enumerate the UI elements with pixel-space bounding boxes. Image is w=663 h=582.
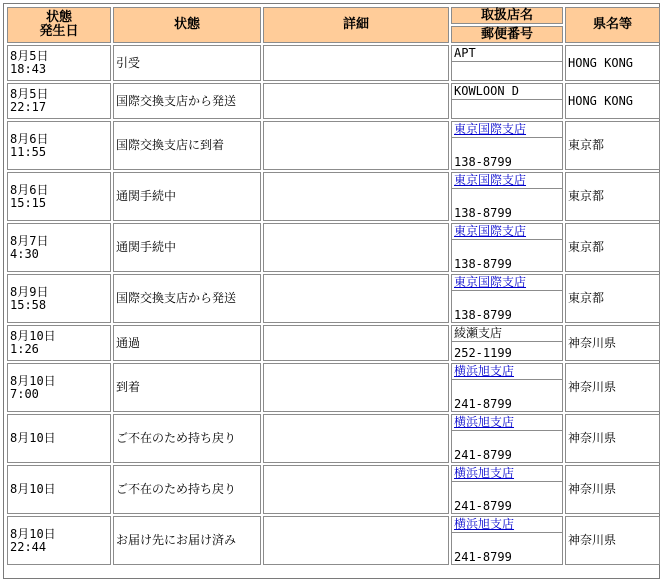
prefecture-cell: 神奈川県 bbox=[565, 465, 660, 514]
detail-cell bbox=[263, 465, 449, 514]
detail-cell bbox=[263, 274, 449, 323]
office-link[interactable]: 東京国際支店 bbox=[454, 224, 527, 238]
office-link[interactable]: 横浜旭支店 bbox=[454, 415, 515, 429]
prefecture-cell: 神奈川県 bbox=[565, 325, 660, 361]
office-link[interactable]: 東京国際支店 bbox=[454, 122, 527, 136]
detail-cell bbox=[263, 121, 449, 170]
date-cell bbox=[7, 274, 111, 323]
prefecture-cell: 東京都 bbox=[565, 274, 660, 323]
prefecture-cell: HONG KONG bbox=[565, 45, 660, 81]
date-text: 8月10日 bbox=[10, 482, 56, 496]
date-text: 8月5日 bbox=[10, 49, 49, 63]
time-text: 15:15 bbox=[10, 195, 47, 210]
postal-code bbox=[452, 99, 562, 118]
status-cell: ご不在のため持ち戻り bbox=[113, 414, 261, 463]
prefecture-cell: 神奈川県 bbox=[565, 363, 660, 412]
table-row bbox=[7, 363, 660, 412]
time-text: 7:00 bbox=[10, 386, 39, 401]
table-row bbox=[7, 465, 660, 514]
status-cell: 引受 bbox=[113, 45, 261, 81]
office-postal-stack bbox=[452, 173, 562, 220]
office-link[interactable]: 東京国際支店 bbox=[454, 275, 527, 289]
office-cell bbox=[451, 121, 563, 170]
table-row bbox=[7, 325, 660, 361]
office-cell bbox=[451, 83, 563, 119]
detail-cell bbox=[263, 325, 449, 361]
office-name: APT bbox=[454, 46, 476, 60]
tracking-history-table bbox=[5, 5, 662, 567]
status-cell: 通関手続中 bbox=[113, 172, 261, 221]
table-body bbox=[7, 45, 660, 565]
date-cell bbox=[7, 516, 111, 565]
date-cell bbox=[7, 83, 111, 119]
prefecture-cell: 神奈川県 bbox=[565, 414, 660, 463]
postal-code: 252-1199 bbox=[452, 341, 562, 360]
office-postal-stack bbox=[452, 466, 562, 513]
prefecture-cell: 東京都 bbox=[565, 223, 660, 272]
header-status: 状態 bbox=[113, 7, 261, 43]
detail-cell bbox=[263, 516, 449, 565]
date-text: 8月10日 bbox=[10, 526, 56, 541]
time-text: 4:30 bbox=[10, 246, 39, 261]
postal-code: 241-8799 bbox=[452, 532, 562, 564]
date-text: 8月10日 bbox=[10, 329, 56, 343]
postal-code: 138-8799 bbox=[452, 188, 562, 220]
postal-code: 241-8799 bbox=[452, 430, 562, 462]
detail-cell bbox=[263, 363, 449, 412]
postal-code: 138-8799 bbox=[452, 239, 562, 271]
date-text: 8月6日 bbox=[10, 131, 49, 146]
time-text: 11:55 bbox=[10, 144, 47, 159]
prefecture-cell: 東京都 bbox=[565, 121, 660, 170]
time-text: 22:44 bbox=[10, 539, 47, 554]
office-postal-stack bbox=[452, 517, 562, 564]
date-text: 8月10日 bbox=[10, 431, 56, 445]
office-cell bbox=[451, 325, 563, 361]
detail-cell bbox=[263, 45, 449, 81]
office-link[interactable]: 東京国際支店 bbox=[454, 173, 527, 187]
date-text: 8月9日 bbox=[10, 284, 49, 299]
detail-cell bbox=[263, 83, 449, 119]
date-cell bbox=[7, 363, 111, 412]
office-cell bbox=[451, 465, 563, 514]
date-cell bbox=[7, 121, 111, 170]
office-postal-stack bbox=[452, 46, 562, 80]
office-postal-stack bbox=[452, 275, 562, 322]
time-text: 15:58 bbox=[10, 297, 47, 312]
office-link[interactable]: 横浜旭支店 bbox=[454, 364, 515, 378]
time-text: 18:43 bbox=[10, 62, 47, 76]
office-cell bbox=[451, 274, 563, 323]
header-postal: 郵便番号 bbox=[451, 26, 563, 43]
office-link[interactable]: 横浜旭支店 bbox=[454, 466, 515, 480]
time-text: 1:26 bbox=[10, 342, 39, 356]
prefecture-cell: HONG KONG bbox=[565, 83, 660, 119]
date-text: 8月6日 bbox=[10, 182, 49, 197]
postal-code: 241-8799 bbox=[452, 379, 562, 411]
table-row bbox=[7, 45, 660, 81]
table-row bbox=[7, 414, 660, 463]
date-cell bbox=[7, 172, 111, 221]
office-link[interactable]: 横浜旭支店 bbox=[454, 517, 515, 531]
date-cell bbox=[7, 223, 111, 272]
date-cell bbox=[7, 45, 111, 81]
office-postal-stack bbox=[452, 326, 562, 360]
office-postal-stack bbox=[452, 364, 562, 411]
status-cell: ご不在のため持ち戻り bbox=[113, 465, 261, 514]
office-cell bbox=[451, 223, 563, 272]
prefecture-cell: 神奈川県 bbox=[565, 516, 660, 565]
office-postal-stack bbox=[452, 415, 562, 462]
detail-cell bbox=[263, 172, 449, 221]
office-name: 綾瀬支店 bbox=[454, 326, 503, 340]
office-postal-stack bbox=[452, 84, 562, 118]
date-cell bbox=[7, 465, 111, 514]
postal-code bbox=[452, 61, 562, 80]
table-row bbox=[7, 121, 660, 170]
office-cell bbox=[451, 516, 563, 565]
status-cell: 国際交換支店に到着 bbox=[113, 121, 261, 170]
status-cell: 通過 bbox=[113, 325, 261, 361]
detail-cell bbox=[263, 414, 449, 463]
postal-code: 138-8799 bbox=[452, 137, 562, 169]
table-row bbox=[7, 83, 660, 119]
time-text: 22:17 bbox=[10, 100, 47, 114]
office-cell bbox=[451, 45, 563, 81]
table-row bbox=[7, 516, 660, 565]
header-detail: 詳細 bbox=[263, 7, 449, 43]
postal-code: 241-8799 bbox=[452, 481, 562, 513]
status-cell: 通関手続中 bbox=[113, 223, 261, 272]
header-prefecture: 県名等 bbox=[565, 7, 660, 43]
date-cell bbox=[7, 414, 111, 463]
table-row bbox=[7, 172, 660, 221]
office-cell bbox=[451, 363, 563, 412]
status-cell: 到着 bbox=[113, 363, 261, 412]
date-text: 8月10日 bbox=[10, 373, 56, 388]
postal-code: 138-8799 bbox=[452, 290, 562, 322]
status-cell: お届け先にお届け済み bbox=[113, 516, 261, 565]
office-postal-stack bbox=[452, 224, 562, 271]
detail-cell bbox=[263, 223, 449, 272]
table-row bbox=[7, 223, 660, 272]
header-office: 取扱店名 bbox=[451, 7, 563, 24]
date-text: 8月7日 bbox=[10, 233, 49, 248]
date-text: 8月5日 bbox=[10, 87, 49, 101]
prefecture-cell: 東京都 bbox=[565, 172, 660, 221]
office-postal-stack bbox=[452, 122, 562, 169]
office-cell bbox=[451, 414, 563, 463]
header-date: 状態 発生日 bbox=[7, 7, 111, 43]
office-name: KOWLOON D bbox=[454, 84, 520, 98]
status-cell: 国際交換支店から発送 bbox=[113, 83, 261, 119]
status-cell: 国際交換支店から発送 bbox=[113, 274, 261, 323]
table-row bbox=[7, 274, 660, 323]
office-cell bbox=[451, 172, 563, 221]
date-cell bbox=[7, 325, 111, 361]
